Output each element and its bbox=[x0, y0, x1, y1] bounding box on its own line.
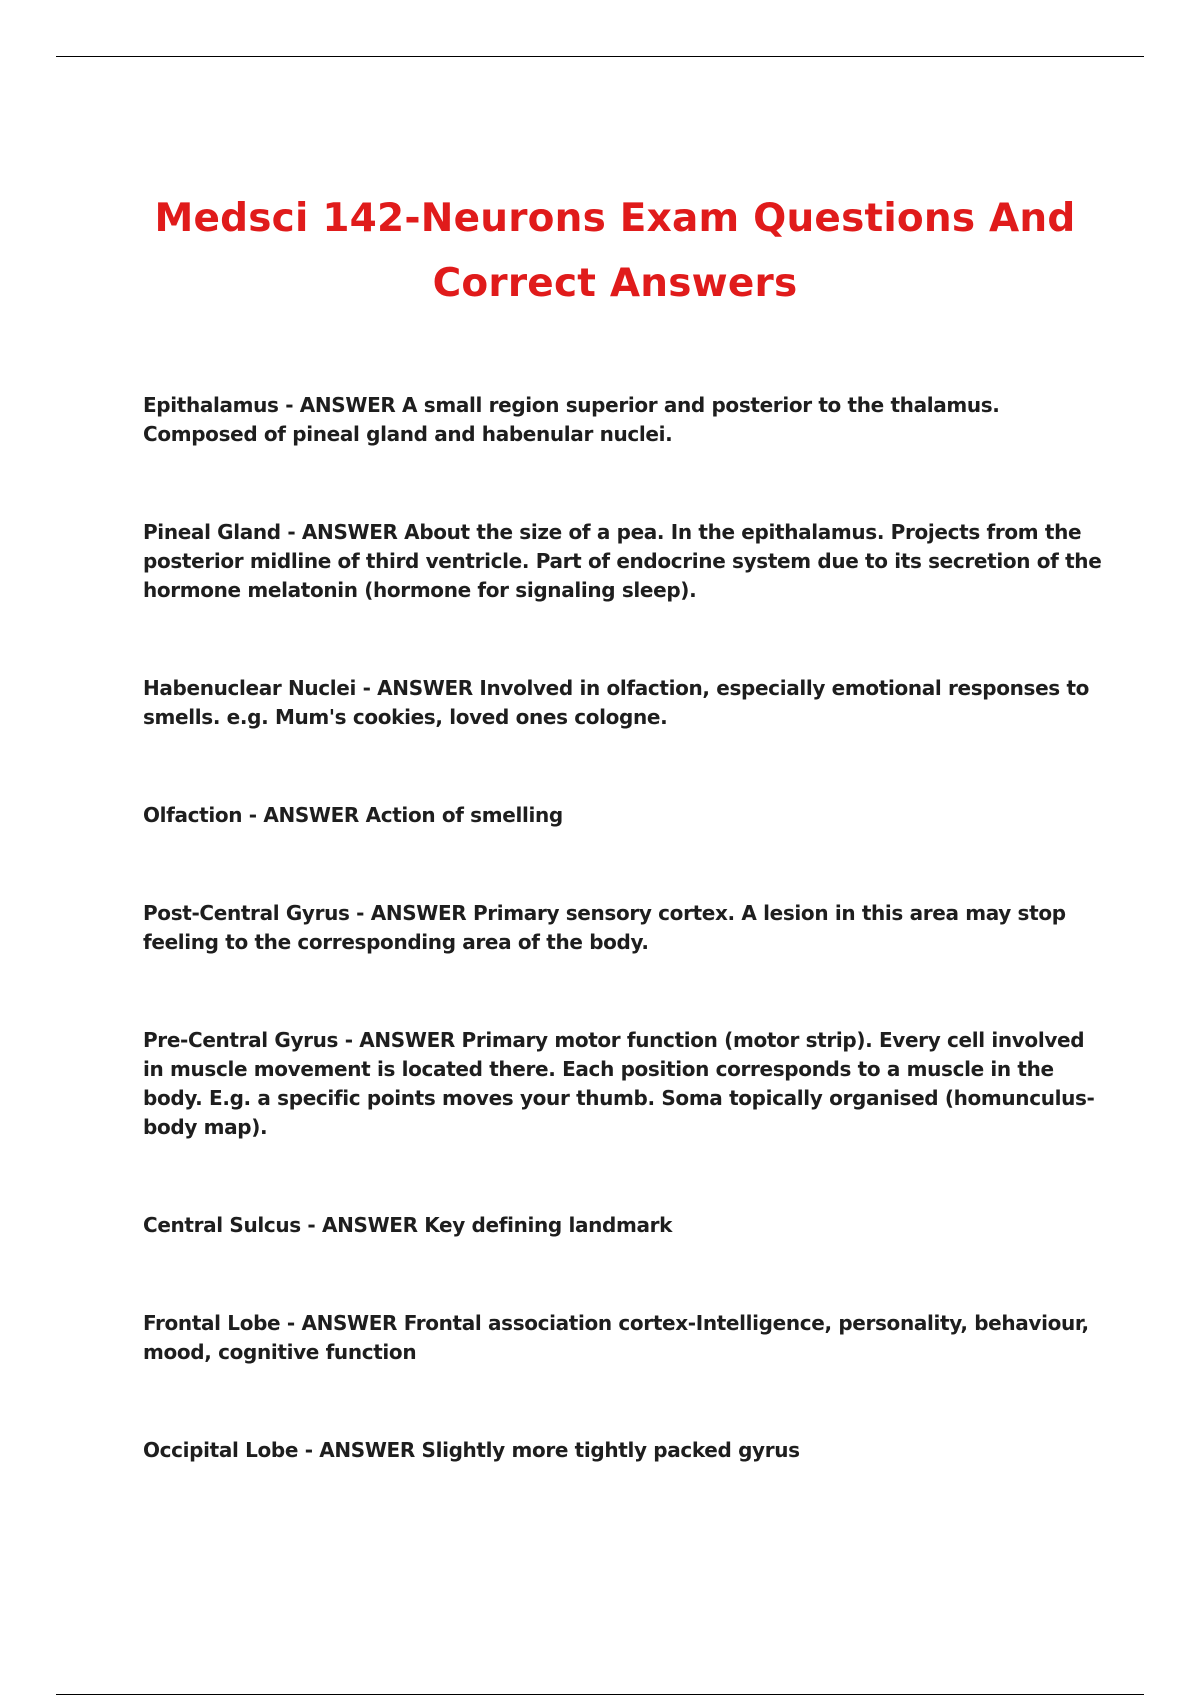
qa-list bbox=[143, 391, 1103, 1465]
qa-item-central-sulcus: Central Sulcus - ANSWER Key defining landmark bbox=[143, 1213, 673, 1237]
document-title: Medsci 142-Neurons Exam Questions And Correct Answers bbox=[154, 196, 1076, 306]
qa-item-pre-central-gyrus: Pre-Central Gyrus - ANSWER Primary motor function (motor strip). Every cell involved in muscle movement is located there. Each position corresponds to a muscle in the body. E.g. a specific points moves your thumb. Soma topically organised (homunculus-body map). bbox=[143, 1028, 1095, 1139]
bottom-divider bbox=[56, 1694, 1144, 1695]
top-divider bbox=[56, 56, 1144, 57]
qa-item-frontal-lobe: Frontal Lobe - ANSWER Frontal association cortex-Intelligence, personality, behaviour, mood, cognitive function bbox=[143, 1311, 1089, 1364]
qa-item-epithalamus: Epithalamus - ANSWER A small region superior and posterior to the thalamus. Composed of pineal gland and habenular nuclei. bbox=[143, 393, 1000, 446]
qa-item-post-central-gyrus: Post-Central Gyrus - ANSWER Primary sensory cortex. A lesion in this area may stop feeling to the corresponding area of the body. bbox=[143, 901, 1066, 954]
qa-item-occipital-lobe: Occipital Lobe - ANSWER Slightly more tightly packed gyrus bbox=[143, 1438, 800, 1462]
qa-item-olfaction: Olfaction - ANSWER Action of smelling bbox=[143, 803, 563, 827]
qa-item-pineal-gland: Pineal Gland - ANSWER About the size of a pea. In the epithalamus. Projects from the posterior midline of third ventricle. Part of endocrine system due to its secretion of the hormone melatonin (hormone for signaling sleep). bbox=[143, 520, 1102, 602]
qa-item-habenuclear-nuclei: Habenuclear Nuclei - ANSWER Involved in olfaction, especially emotional responses to smells. e.g. Mum's cookies, loved ones cologne. bbox=[143, 676, 1090, 729]
